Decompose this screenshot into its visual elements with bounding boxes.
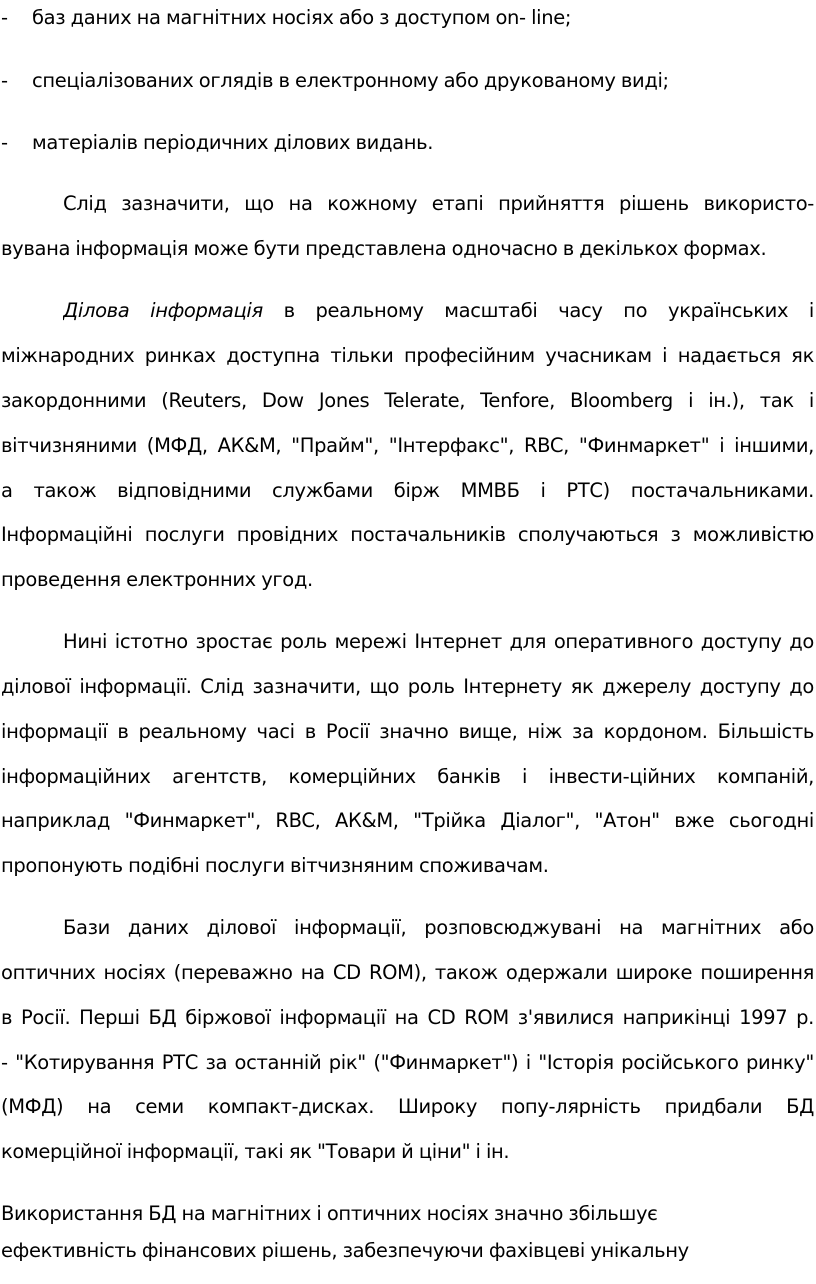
paragraph-line: вувана інформація може бути представлена одночасно в декількох формах. — [1, 237, 767, 260]
paragraph-line: Бази даних ділової інформації, розповсюджувані на магнітних або — [63, 916, 814, 939]
bullet-dash: - — [1, 6, 8, 29]
paragraph-line: Слід зазначити, що на кожному етапі прийняття рішень використо- — [63, 192, 814, 215]
paragraph-line: проведення електронних угод. — [1, 568, 313, 591]
bullet-item — [1, 66, 814, 96]
bullet-item — [1, 3, 814, 33]
paragraph-line: оптичних носіях (переважно на CD ROM), також одержали широке поширення — [1, 961, 814, 984]
paragraph-line: в Росії. Перші БД біржової інформації на CD ROM з'явилися наприкінці 1997 р. — [1, 1006, 814, 1029]
paragraph-line: міжнародних ринках доступна тільки професійним учасникам і надається як — [1, 344, 814, 367]
bullet-text: баз даних на магнітних носіях або з доступом on- line; — [32, 6, 572, 29]
bullet-text: спеціалізованих оглядів в електронному або друкованому виді; — [32, 69, 669, 92]
paragraph-line: закордонними (Reuters, Dow Jones Telerate, Tenfore, Bloomberg і ін.), так і — [1, 389, 814, 412]
paragraph-line: ефективність фінансових рішень, забезпечуючи фахівцеві унікальну — [1, 1239, 689, 1262]
paragraph-line: інформації в реальному часі в Росії значно вище, ніж за кордоном. Більшість — [1, 720, 814, 743]
bullet-dash: - — [1, 131, 8, 154]
bullet-dash: - — [1, 69, 8, 92]
paragraph-line: Нині істотно зростає роль мережі Інтернет для оперативного доступу до — [63, 630, 814, 653]
paragraph-line: пропонують подібні послуги вітчизняним споживачам. — [1, 854, 549, 877]
paragraph-line: Використання БД на магнітних і оптичних носіях значно збільшує — [1, 1202, 658, 1225]
italic-term: Ділова інформація — [63, 299, 263, 322]
paragraph-line: - "Котирування РТС за останній рік" ("Финмаркет") і "Історія російського ринку" — [1, 1051, 814, 1074]
paragraph-line: комерційної інформації, такі як "Товари й ціни" і ін. — [1, 1140, 510, 1163]
bullet-item — [1, 128, 814, 158]
bullet-text: матеріалів періодичних ділових видань. — [32, 131, 434, 154]
paragraph-line: наприклад "Финмаркет", RBC, АК&M, "Трійка Діалог", "Атон" вже сьогодні — [1, 809, 814, 832]
paragraph-line: ділової інформації. Слід зазначити, що роль Інтернету як джерелу доступу до — [1, 675, 814, 698]
paragraph-line-with-term — [63, 296, 814, 326]
paragraph-line: (МФД) на семи компакт-дисках. Широку попу-лярність придбали БД — [1, 1095, 814, 1118]
paragraph-line-rest: в реальному масштабі часу по українських і — [283, 299, 814, 322]
paragraph-line: Інформаційні послуги провідних постачальників сполучаються з можливістю — [1, 523, 814, 546]
paragraph-line: інформаційних агентств, комерційних банків і інвести-ційних компаній, — [1, 765, 814, 788]
paragraph-line: вітчизняними (МФД, АК&M, "Прайм", "Інтерфакс", RBC, "Финмаркет" і іншими, — [1, 434, 814, 457]
paragraph-line: а також відповідними службами бірж ММВБ і РТС) постачальниками. — [1, 479, 814, 502]
